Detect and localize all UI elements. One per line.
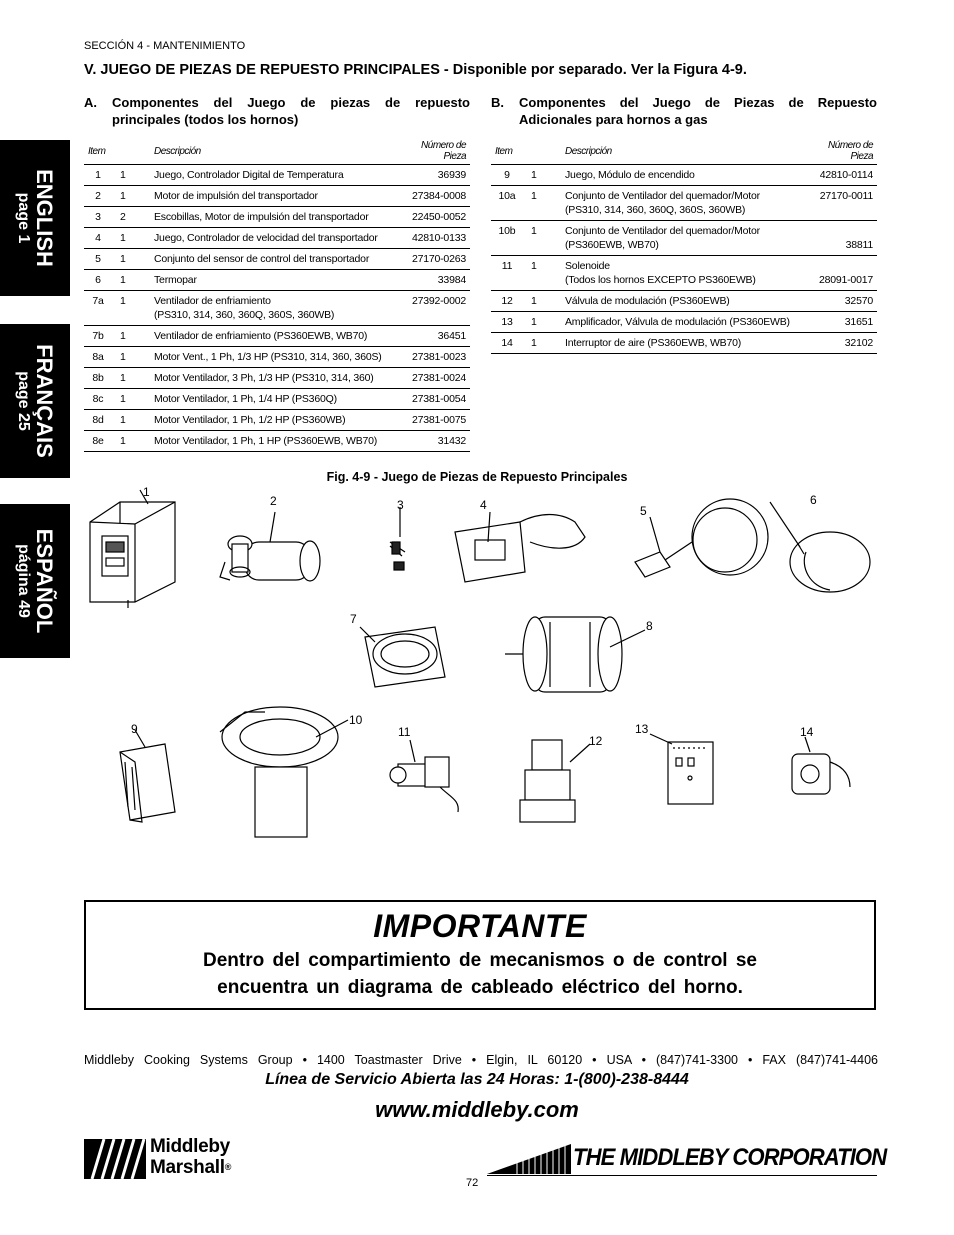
cell-qty: 1 (523, 333, 561, 354)
conveyor-sensor-illustration (635, 499, 768, 577)
table-a-header-row (84, 138, 470, 165)
cell-item: 3 (84, 207, 112, 228)
importante-title: IMPORTANTE (373, 908, 587, 944)
table-a-header-desc: Descripción (150, 138, 396, 165)
service-hotline: Línea de Servicio Abierta las 24 Horas: 1-(800)-238-8444 (265, 1071, 689, 1088)
table-row (491, 256, 877, 291)
cell-item: 10a (491, 186, 523, 221)
cell-item: 8c (84, 389, 112, 410)
cell-qty: 1 (523, 291, 561, 312)
cell-qty: 1 (112, 389, 150, 410)
cell-qty: 1 (112, 431, 150, 452)
figure-label-7: 7 (350, 612, 357, 626)
figure-label-2: 2 (270, 494, 277, 508)
table-b-header-item: Item (491, 138, 523, 165)
table-row (84, 291, 470, 326)
cell-qty: 1 (523, 312, 561, 333)
tab-espanol-title: ESPAÑOL (32, 528, 57, 634)
cell-item: 2 (84, 186, 112, 207)
table-row (491, 291, 877, 312)
cell-qty: 1 (112, 228, 150, 249)
table-row (84, 207, 470, 228)
solenoid-valve-illustration (390, 740, 458, 812)
cell-desc (561, 256, 807, 291)
table-a-title: Componentes del Juego de piezas de repuesto principales (todos los hornos) (112, 95, 470, 127)
cell-qty: 1 (523, 186, 561, 221)
figure-label-9: 9 (131, 722, 138, 736)
parts-figure (80, 482, 880, 842)
middleby-marshall-logo (84, 1136, 254, 1182)
cell-part: 27170-0263 (396, 249, 470, 270)
blower-motor-illustration (505, 617, 645, 692)
cooling-fan-illustration (360, 627, 445, 687)
cell-part: 32570 (807, 291, 877, 312)
cell-item: 12 (491, 291, 523, 312)
logo-text-middleby: Middleby (150, 1136, 230, 1157)
cell-part: 42810-0133 (396, 228, 470, 249)
table-b-header-desc: Descripción (561, 138, 807, 165)
amplifier-board-illustration (650, 734, 713, 804)
middleby-corporation-logo-mark-icon (487, 1140, 571, 1176)
table-row (84, 165, 470, 186)
cell-desc: Motor de impulsión del transportador (150, 186, 396, 207)
cell-desc (150, 291, 396, 326)
tab-francais-page: page 25 (15, 371, 32, 431)
table-row (84, 431, 470, 452)
figure-label-1: 1 (143, 485, 150, 499)
logo-registered-mark: ® (224, 1162, 232, 1172)
cell-desc: Interruptor de aire (PS360EWB, WB70) (561, 333, 807, 354)
cell-item: 8b (84, 368, 112, 389)
figure-label-6: 6 (810, 493, 817, 507)
cell-desc-line-1: Solenoide (565, 260, 610, 272)
cell-desc: Motor Ventilador, 3 Ph, 1/3 HP (PS310, 314, 360) (150, 368, 396, 389)
table-row (491, 333, 877, 354)
figure-label-3: 3 (397, 498, 404, 512)
cell-item: 8a (84, 347, 112, 368)
tab-espanol-page: página 49 (15, 544, 32, 618)
table-row (491, 165, 877, 186)
cell-item: 7b (84, 326, 112, 347)
table-b-title: Componentes del Juego de Piezas de Repuesto Adicionales para hornos a gas (519, 95, 877, 127)
cell-part: 28091-0017 (807, 256, 877, 291)
table-a-header-part: Número de Pieza (396, 138, 470, 165)
table-a-letter: A. (84, 95, 97, 110)
table-row (84, 410, 470, 431)
cell-desc: Motor Ventilador, 1 Ph, 1 HP (PS360EWB, WB70) (150, 431, 396, 452)
figure-caption: Fig. 4-9 - Juego de Piezas de Repuesto Principales (326, 470, 628, 484)
table-row (84, 186, 470, 207)
tab-francais-title: FRANÇAIS (32, 344, 57, 458)
logo-underline (487, 1175, 877, 1176)
tab-espanol[interactable] (0, 504, 70, 658)
figure-label-12: 12 (589, 734, 603, 748)
cell-item: 7a (84, 291, 112, 326)
figure-label-14: 14 (800, 725, 814, 739)
ignition-module-illustration (120, 730, 175, 822)
cell-part: 36451 (396, 326, 470, 347)
table-b-header-part: Número de Pieza (807, 138, 877, 165)
table-row (84, 249, 470, 270)
cell-desc: Válvula de modulación (PS360EWB) (561, 291, 807, 312)
cell-item: 6 (84, 270, 112, 291)
cell-part: 22450-0052 (396, 207, 470, 228)
digital-controller-illustration (90, 490, 175, 608)
cell-qty: 1 (112, 249, 150, 270)
cell-desc-line-2: (Todos los hornos EXCEPTO PS360EWB) (565, 274, 756, 286)
tab-english[interactable] (0, 140, 70, 296)
cell-qty: 1 (523, 256, 561, 291)
cell-desc (561, 186, 807, 221)
figure-label-4: 4 (480, 498, 487, 512)
website-link[interactable]: www.middleby.com (375, 1097, 579, 1122)
page-heading: V. JUEGO DE PIEZAS DE REPUESTO PRINCIPALES - Disponible por separado. Ver la Figura 4-9. (84, 62, 747, 78)
cell-item: 5 (84, 249, 112, 270)
cell-qty: 1 (112, 186, 150, 207)
cell-part: 42810-0114 (807, 165, 877, 186)
cell-desc: Escobillas, Motor de impulsión del transportador (150, 207, 396, 228)
cell-desc-line-2: (PS360EWB, WB70) (565, 239, 659, 251)
table-row (84, 270, 470, 291)
cell-desc: Motor Vent., 1 Ph, 1/3 HP (PS310, 314, 360, 360S) (150, 347, 396, 368)
burner-blower-illustration (220, 707, 348, 837)
cell-item: 9 (491, 165, 523, 186)
cell-part: 27170-0011 (807, 186, 877, 221)
cell-item: 10b (491, 221, 523, 256)
importante-line-1: Dentro del compartimiento de mecanismos o de control se (202, 950, 757, 971)
figure-label-11: 11 (398, 725, 411, 739)
cell-part: 27381-0023 (396, 347, 470, 368)
cell-part: 27381-0024 (396, 368, 470, 389)
table-row (491, 312, 877, 333)
cell-desc-line-2: (PS310, 314, 360, 360Q, 360S, 360WB) (565, 204, 746, 216)
table-a (84, 138, 470, 452)
cell-item: 11 (491, 256, 523, 291)
figure-label-13: 13 (635, 722, 649, 736)
conveyor-motor-illustration (220, 512, 320, 581)
corporation-logo-text: THE MIDDLEBY CORPORATION (573, 1144, 887, 1171)
cell-part: 27381-0075 (396, 410, 470, 431)
speed-controller-illustration (455, 512, 585, 582)
middleby-marshall-logo-mark-icon (84, 1139, 146, 1179)
cell-desc-line-2: (PS310, 314, 360, 360Q, 360S, 360WB) (154, 309, 335, 321)
cell-qty: 1 (523, 221, 561, 256)
cell-part: 36939 (396, 165, 470, 186)
cell-part: 31432 (396, 431, 470, 452)
cell-item: 1 (84, 165, 112, 186)
table-row (84, 368, 470, 389)
cell-desc-line-1: Conjunto de Ventilador del quemador/Motor (565, 225, 760, 237)
cell-qty: 1 (112, 270, 150, 291)
cell-qty: 1 (523, 165, 561, 186)
page-number: 72 (466, 1177, 479, 1189)
cell-part: 27381-0054 (396, 389, 470, 410)
table-a-heading (84, 94, 470, 128)
logo-text-marshall: Marshall (150, 1157, 225, 1178)
cell-desc: Juego, Controlador Digital de Temperatura (150, 165, 396, 186)
tab-english-title: ENGLISH (32, 169, 57, 267)
table-b-letter: B. (491, 95, 504, 110)
table-row (491, 221, 877, 256)
cell-part: 31651 (807, 312, 877, 333)
cell-qty: 1 (112, 410, 150, 431)
cell-qty: 1 (112, 326, 150, 347)
importante-line-2: encuentra un diagrama de cableado eléctrico del horno. (217, 977, 743, 998)
cell-desc: Motor Ventilador, 1 Ph, 1/4 HP (PS360Q) (150, 389, 396, 410)
figure-label-10: 10 (349, 713, 363, 727)
cell-qty: 2 (112, 207, 150, 228)
cell-qty: 1 (112, 368, 150, 389)
footer-address: Middleby Cooking Systems Group • 1400 Toastmaster Drive • Elgin, IL 60120 • USA • (847)741-3300 • FAX (847)741-4406 (84, 1053, 878, 1067)
cell-part: 38811 (807, 221, 877, 256)
table-b-heading (491, 94, 877, 128)
table-a-header-item: Item (84, 138, 112, 165)
cell-desc: Termopar (150, 270, 396, 291)
cell-part: 32102 (807, 333, 877, 354)
tab-francais[interactable] (0, 324, 70, 478)
table-b (491, 138, 877, 354)
cell-desc-line-1: Ventilador de enfriamiento (154, 295, 271, 307)
table-row (84, 347, 470, 368)
cell-qty: 1 (112, 291, 150, 326)
brushes-illustration (390, 507, 405, 570)
cell-item: 4 (84, 228, 112, 249)
table-b-header-row (491, 138, 877, 165)
cell-part: 27384-0008 (396, 186, 470, 207)
cell-desc-line-1: Conjunto de Ventilador del quemador/Motor (565, 190, 760, 202)
cell-qty: 1 (112, 347, 150, 368)
cell-item: 8e (84, 431, 112, 452)
middleby-corporation-logo (487, 1140, 887, 1176)
cell-item: 8d (84, 410, 112, 431)
table-row (84, 228, 470, 249)
section-label: SECCIÓN 4 - MANTENIMIENTO (84, 40, 246, 52)
tab-english-page: page 1 (15, 192, 32, 244)
cell-desc (561, 221, 807, 256)
cell-desc: Juego, Controlador de velocidad del transportador (150, 228, 396, 249)
cell-part: 27392-0002 (396, 291, 470, 326)
cell-desc: Motor Ventilador, 1 Ph, 1/2 HP (PS360WB) (150, 410, 396, 431)
figure-label-5: 5 (640, 504, 647, 518)
cell-item: 13 (491, 312, 523, 333)
thermocouple-illustration (770, 502, 870, 592)
importante-box (84, 900, 876, 1010)
cell-item: 14 (491, 333, 523, 354)
cell-desc: Conjunto del sensor de control del transportador (150, 249, 396, 270)
cell-desc: Amplificador, Válvula de modulación (PS360EWB) (561, 312, 807, 333)
table-row (84, 326, 470, 347)
cell-desc: Ventilador de enfriamiento (PS360EWB, WB70) (150, 326, 396, 347)
modulation-valve-illustration (520, 740, 590, 822)
cell-desc: Juego, Módulo de encendido (561, 165, 807, 186)
table-row (491, 186, 877, 221)
cell-part: 33984 (396, 270, 470, 291)
cell-qty: 1 (112, 165, 150, 186)
figure-label-8: 8 (646, 619, 653, 633)
air-switch-illustration (792, 737, 850, 794)
table-row (84, 389, 470, 410)
